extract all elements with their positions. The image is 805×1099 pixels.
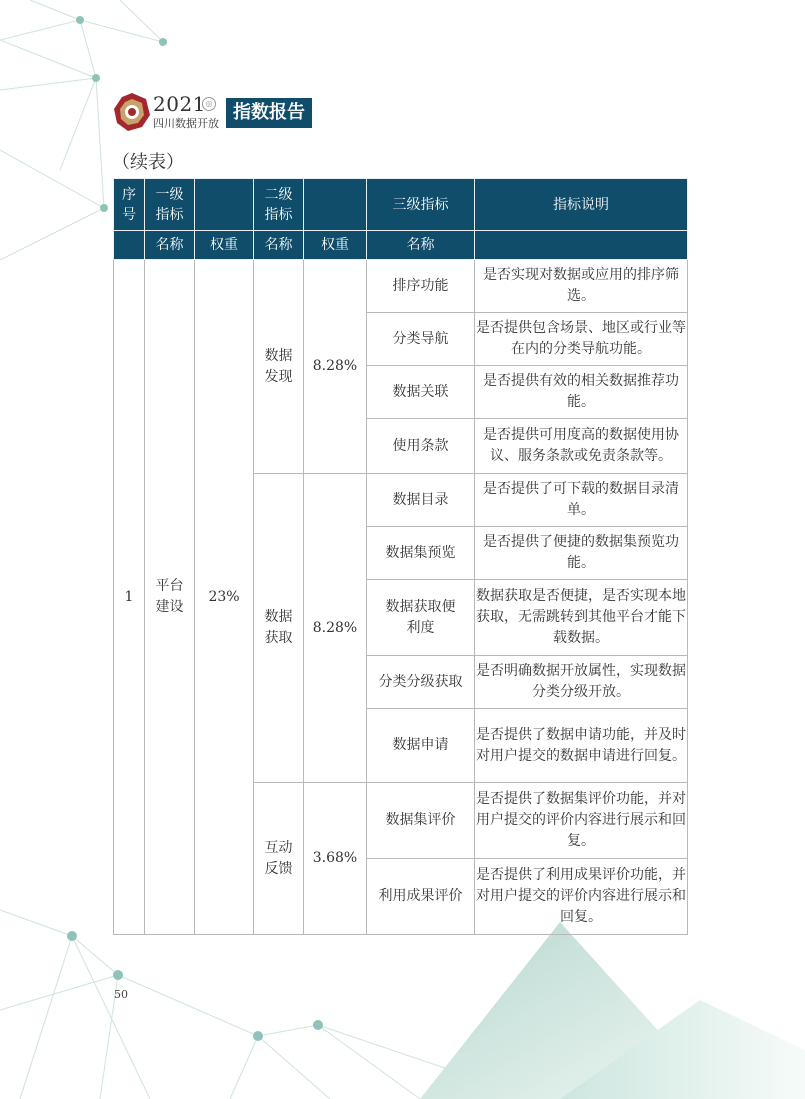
- level3-name-cell: 数据目录: [367, 474, 475, 527]
- level1-weight-cell: 23%: [195, 260, 254, 935]
- level2-name: 互动反馈: [264, 839, 293, 877]
- level3-name: 数据获取便利度: [385, 598, 456, 636]
- level2-weight-cell: 8.28%: [304, 474, 367, 783]
- seal-mini-icon: ◎: [202, 97, 216, 111]
- header-empty-2: [304, 179, 367, 231]
- serial-cell: 1: [114, 260, 145, 935]
- explanation-cell: 是否提供了数据申请功能，并及时对用户提交的数据申请进行回复。: [475, 709, 688, 783]
- explanation-cell: 数据获取是否便捷，是否实现本地获取，无需跳转到其他平台才能下载数据。: [475, 580, 688, 656]
- report-year: 2021: [153, 92, 206, 116]
- emblem-logo-icon: [112, 91, 152, 133]
- explanation-cell: 是否提供了可下载的数据目录清单。: [475, 474, 688, 527]
- level3-name-cell: 分类导航: [367, 313, 475, 366]
- level2-name-cell: [254, 474, 304, 783]
- header-explanation: 指标说明: [475, 179, 688, 231]
- explanation-cell: 是否提供了数据集评价功能，并对用户提交的评价内容进行展示和回复。: [475, 783, 688, 859]
- level2-name-cell: [254, 260, 304, 474]
- explanation-cell: 是否提供包含场景、地区或行业等在内的分类导航功能。: [475, 313, 688, 366]
- level3-name-cell: 数据关联: [367, 366, 475, 419]
- level1-name-cell: [145, 260, 195, 935]
- explanation-cell: 是否提供有效的相关数据推荐功能。: [475, 366, 688, 419]
- header-level1-name: 名称: [145, 231, 195, 260]
- level3-name-cell: 数据集预览: [367, 527, 475, 580]
- explanation-cell: 是否明确数据开放属性，实现数据分类分级开放。: [475, 656, 688, 709]
- explanation-cell: 是否实现对数据或应用的排序筛选。: [475, 260, 688, 313]
- header-level3-name: 名称: [367, 231, 475, 260]
- level2-name: 数据获取: [264, 609, 293, 646]
- header-level2: 二级指标: [254, 179, 304, 231]
- level3-name-cell: 使用条款: [367, 419, 475, 474]
- level2-name: 数据发现: [264, 347, 293, 385]
- header-level2-weight: 权重: [304, 231, 367, 260]
- level2-weight-cell: 8.28%: [304, 260, 367, 474]
- explanation-cell: 是否提供可用度高的数据使用协议、服务条款或免责条款等。: [475, 419, 688, 474]
- report-title-badge: 指数报告: [226, 98, 312, 128]
- header-serial: 序号: [114, 179, 145, 231]
- level2-name-cell: [254, 783, 304, 935]
- explanation-cell: 是否提供了便捷的数据集预览功能。: [475, 527, 688, 580]
- level1-name: 平台建设: [155, 578, 184, 615]
- level3-name-cell: 分类分级获取: [367, 656, 475, 709]
- level3-name-cell: 排序功能: [367, 260, 475, 313]
- header-sub-empty: [114, 231, 145, 260]
- level3-name-cell: 数据集评价: [367, 783, 475, 859]
- header-level3: 三级指标: [367, 179, 475, 231]
- header-level2-name: 名称: [254, 231, 304, 260]
- level2-weight-cell: 3.68%: [304, 783, 367, 935]
- header-empty-1: [195, 179, 254, 231]
- report-subtitle: 四川数据开放: [153, 117, 219, 130]
- continued-label: （续表）: [112, 152, 184, 173]
- header-explanation-empty: [475, 231, 688, 260]
- level3-name-cell: [367, 580, 475, 656]
- header-level1-weight: 权重: [195, 231, 254, 260]
- page-number: 50: [114, 988, 128, 1001]
- level3-name-cell: 利用成果评价: [367, 859, 475, 935]
- indicator-table: [113, 178, 688, 935]
- header-level1: 一级指标: [145, 179, 195, 231]
- level3-name-cell: 数据申请: [367, 709, 475, 783]
- explanation-cell: 是否提供了利用成果评价功能，并对用户提交的评价内容进行展示和回复。: [475, 859, 688, 935]
